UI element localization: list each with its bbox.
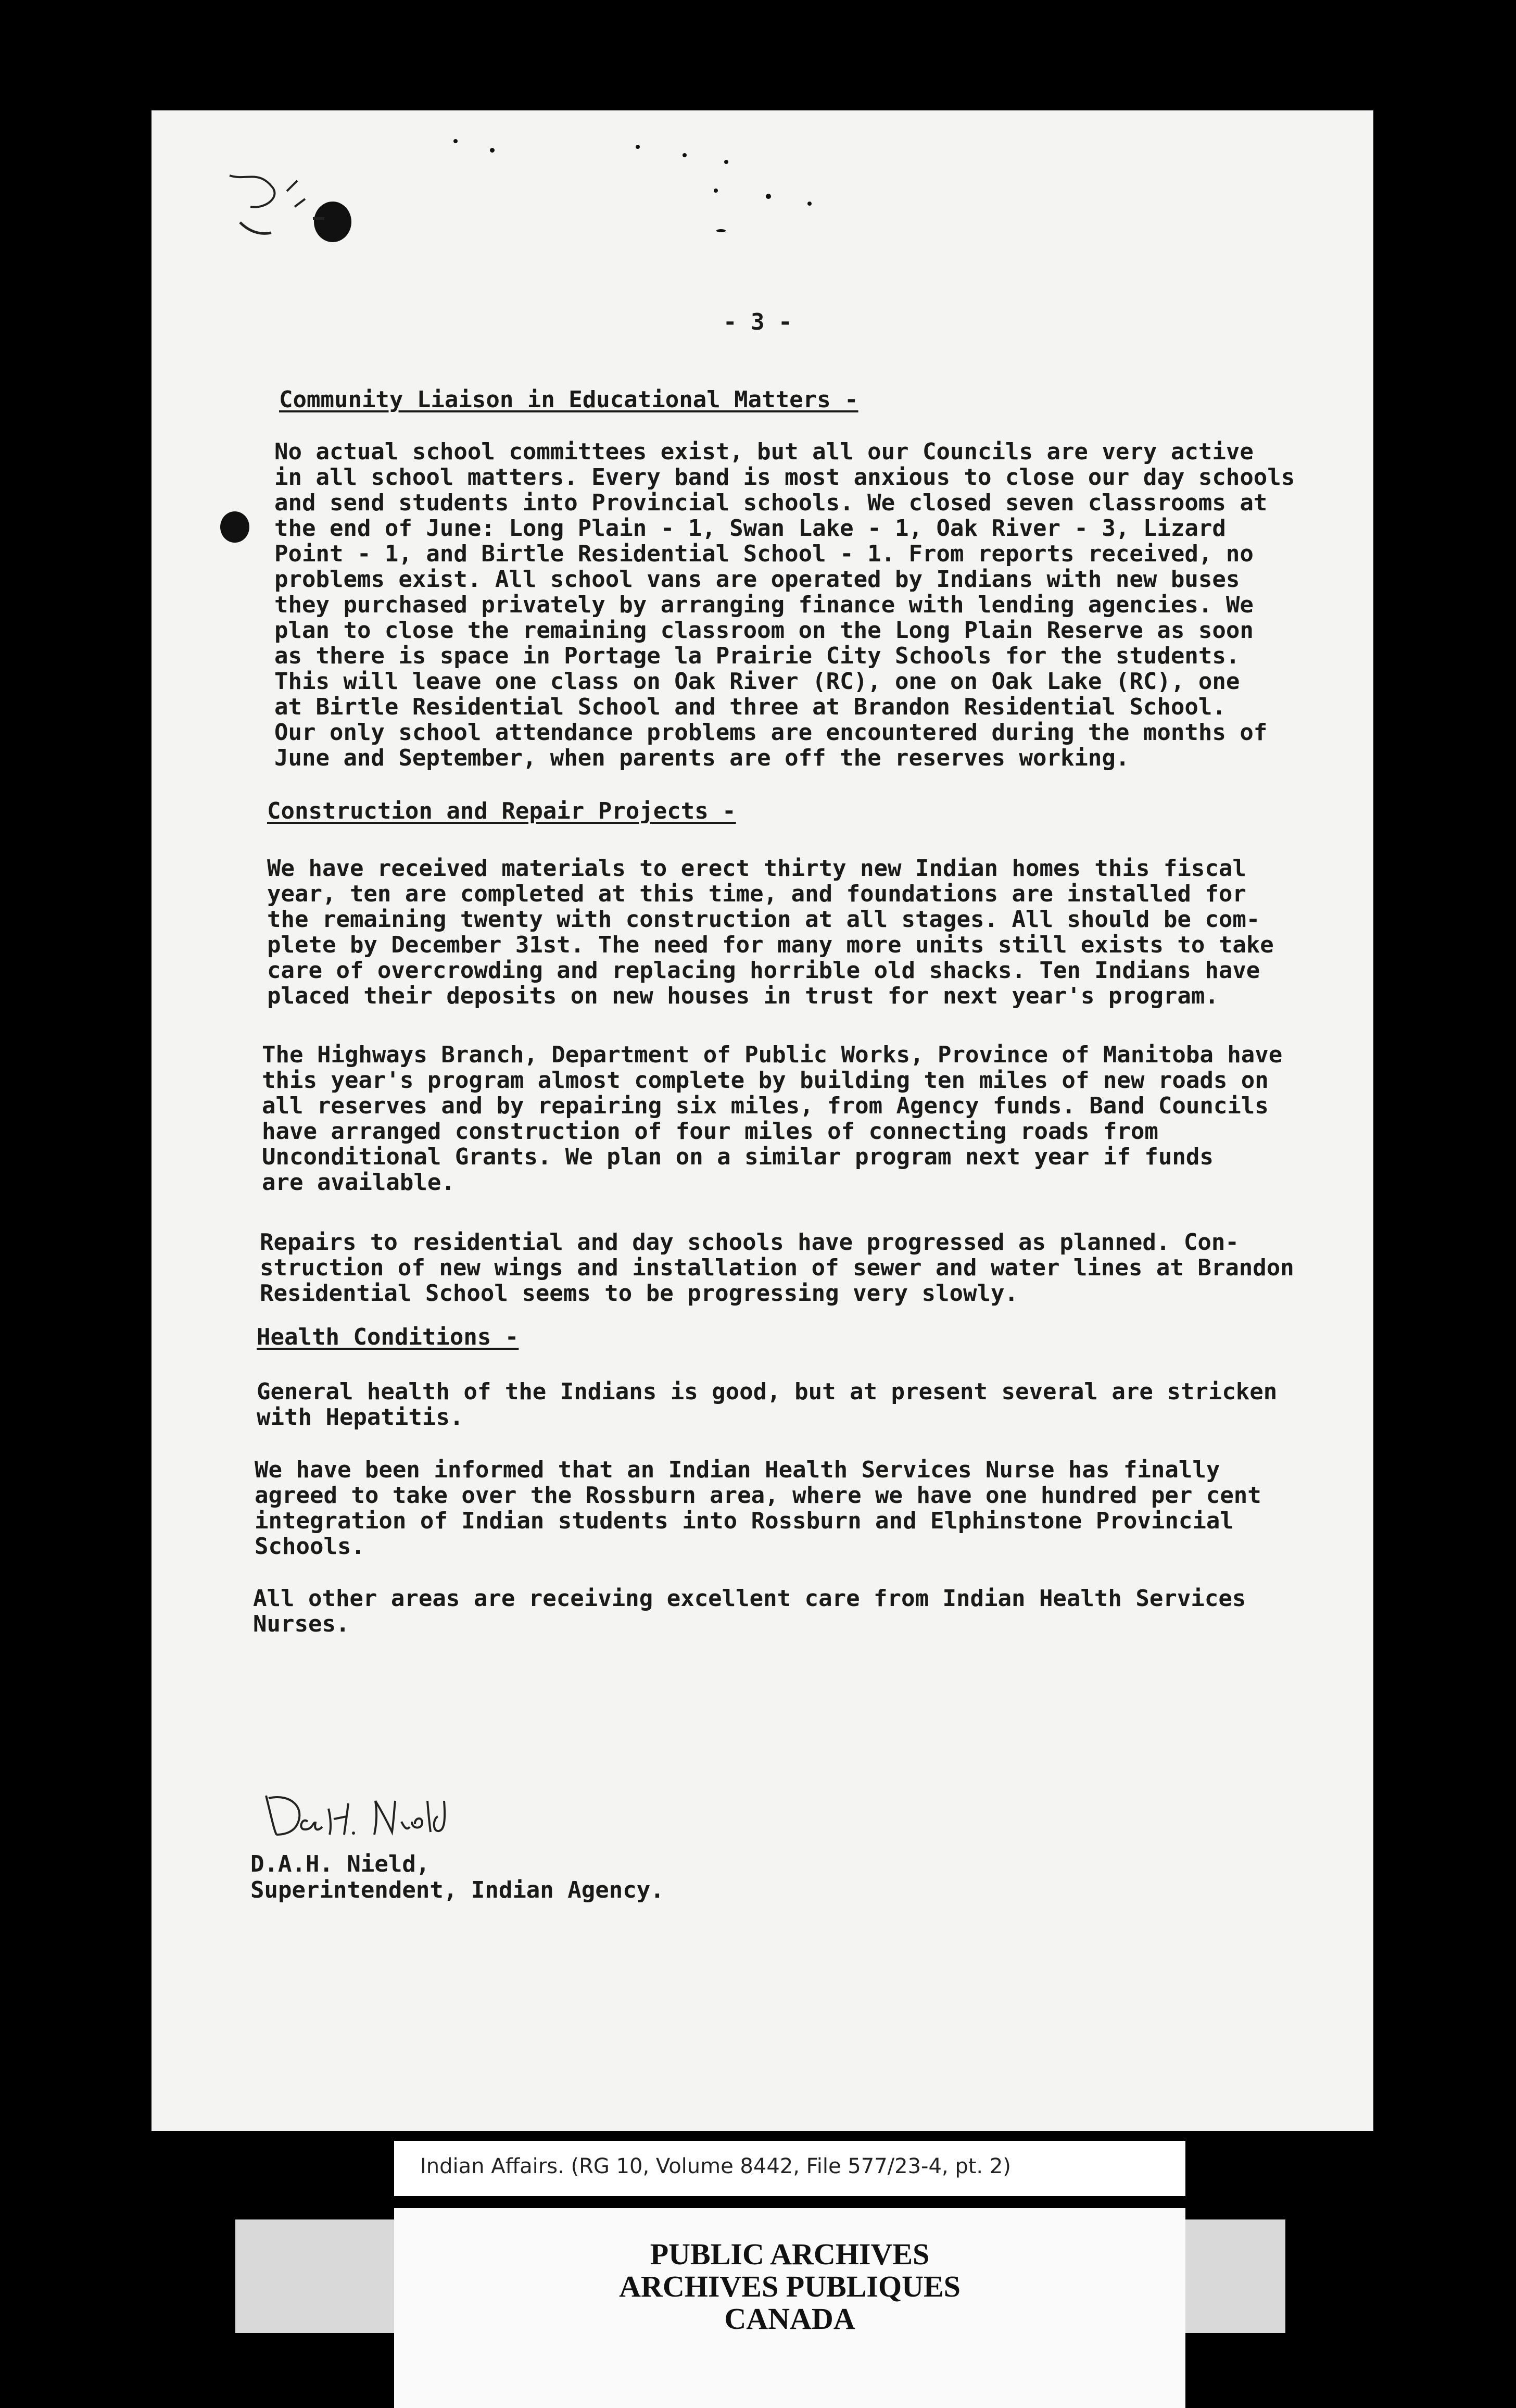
text-line: problems exist. All school vans are operated by Indians with new buses xyxy=(274,566,1240,593)
speck xyxy=(490,148,495,153)
text-line: in all school matters. Every band is most anxious to close our day schools xyxy=(274,464,1295,491)
text-line: as there is space in Portage la Prairie City Schools for the students. xyxy=(274,643,1240,669)
speck xyxy=(683,153,687,157)
speck xyxy=(453,139,458,143)
handwritten-signature xyxy=(256,1785,474,1842)
text-line: year, ten are completed at this time, and foundations are installed for xyxy=(267,881,1246,907)
text-line: they purchased privately by arranging finance with lending agencies. We xyxy=(274,592,1254,618)
text-line: with Hepatitis. xyxy=(257,1404,464,1431)
text-line: care of overcrowding and replacing horrible old shacks. Ten Indians have xyxy=(267,957,1260,984)
archive-stamp-line: ARCHIVES PUBLIQUES xyxy=(619,2269,961,2303)
text-line: plan to close the remaining classroom on the Long Plain Reserve as soon xyxy=(274,617,1254,644)
text-line: at Birtle Residential School and three at Brandon Residential School. xyxy=(274,694,1226,720)
signatory-title: Superintendent, Indian Agency. xyxy=(250,1877,664,1903)
document-page xyxy=(151,110,1373,2131)
signatory-name: D.A.H. Nield, xyxy=(250,1851,430,1877)
archive-reference-slip xyxy=(394,2141,1185,2196)
text-line: June and September, when parents are off the reserves working. xyxy=(274,745,1130,771)
text-line: All other areas are receiving excellent care from Indian Health Services xyxy=(253,1585,1246,1612)
text-line: agreed to take over the Rossburn area, where we have one hundred per cent xyxy=(255,1482,1261,1509)
text-line: are available. xyxy=(262,1169,455,1196)
text-line: We have received materials to erect thirty new Indian homes this fiscal xyxy=(267,855,1246,882)
speck xyxy=(714,189,718,193)
text-line: Point - 1, and Birtle Residential School - 1. From reports received, no xyxy=(274,541,1254,567)
text-line: plete by December 31st. The need for many more units still exists to take xyxy=(267,932,1274,958)
archive-stamp-line: PUBLIC ARCHIVES xyxy=(650,2237,930,2271)
text-line: General health of the Indians is good, but at present several are stricken xyxy=(257,1378,1278,1405)
speck xyxy=(724,160,728,164)
text-line: all reserves and by repairing six miles, from Agency funds. Band Councils xyxy=(262,1093,1269,1119)
text-line: We have been informed that an Indian Health Services Nurse has finally xyxy=(255,1457,1220,1483)
text-line: the end of June: Long Plain - 1, Swan Lake - 1, Oak River - 3, Lizard xyxy=(274,515,1226,542)
section-heading-construction: Construction and Repair Projects - xyxy=(267,798,736,824)
speck xyxy=(636,145,640,149)
text-line: Our only school attendance problems are encountered during the months of xyxy=(274,719,1268,746)
archive-reference: Indian Affairs. (RG 10, Volume 8442, File 577/23-4, pt. 2) xyxy=(420,2154,1011,2178)
text-line: struction of new wings and installation of sewer and water lines at Brandon xyxy=(260,1255,1294,1281)
text-line: Residential School seems to be progressing very slowly. xyxy=(260,1280,1018,1307)
ink-scribble xyxy=(209,160,334,259)
text-line: Repairs to residential and day schools have progressed as planned. Con- xyxy=(260,1229,1239,1256)
text-line: Unconditional Grants. We plan on a similar program next year if funds xyxy=(262,1144,1214,1170)
text-line: Schools. xyxy=(255,1533,365,1560)
section-heading-health: Health Conditions - xyxy=(257,1324,519,1350)
speck xyxy=(807,202,812,206)
archive-stamp-line: CANADA xyxy=(724,2302,855,2336)
text-line: the remaining twenty with construction at all stages. All should be com- xyxy=(267,906,1260,933)
page-number: - 3 - xyxy=(723,309,792,335)
text-line: The Highways Branch, Department of Public Works, Province of Manitoba have xyxy=(262,1042,1283,1068)
text-line: have arranged construction of four miles of connecting roads from xyxy=(262,1118,1158,1145)
text-line: This will leave one class on Oak River (RC), one on Oak Lake (RC), one xyxy=(274,668,1240,695)
text-line: and send students into Provincial schools. We closed seven classrooms at xyxy=(274,490,1268,516)
text-line: No actual school committees exist, but all our Councils are very active xyxy=(274,438,1254,465)
archive-stamp xyxy=(394,2208,1185,2408)
text-line: placed their deposits on new houses in trust for next year's program. xyxy=(267,983,1219,1009)
section-heading-education: Community Liaison in Educational Matters - xyxy=(279,386,858,413)
text-line: this year's program almost complete by building ten miles of new roads on xyxy=(262,1067,1269,1094)
text-line: Nurses. xyxy=(253,1611,350,1637)
speck xyxy=(766,194,771,199)
text-line: integration of Indian students into Rossburn and Elphinstone Provincial xyxy=(255,1508,1234,1534)
punch-hole-mark xyxy=(220,511,249,543)
speck xyxy=(716,229,726,232)
